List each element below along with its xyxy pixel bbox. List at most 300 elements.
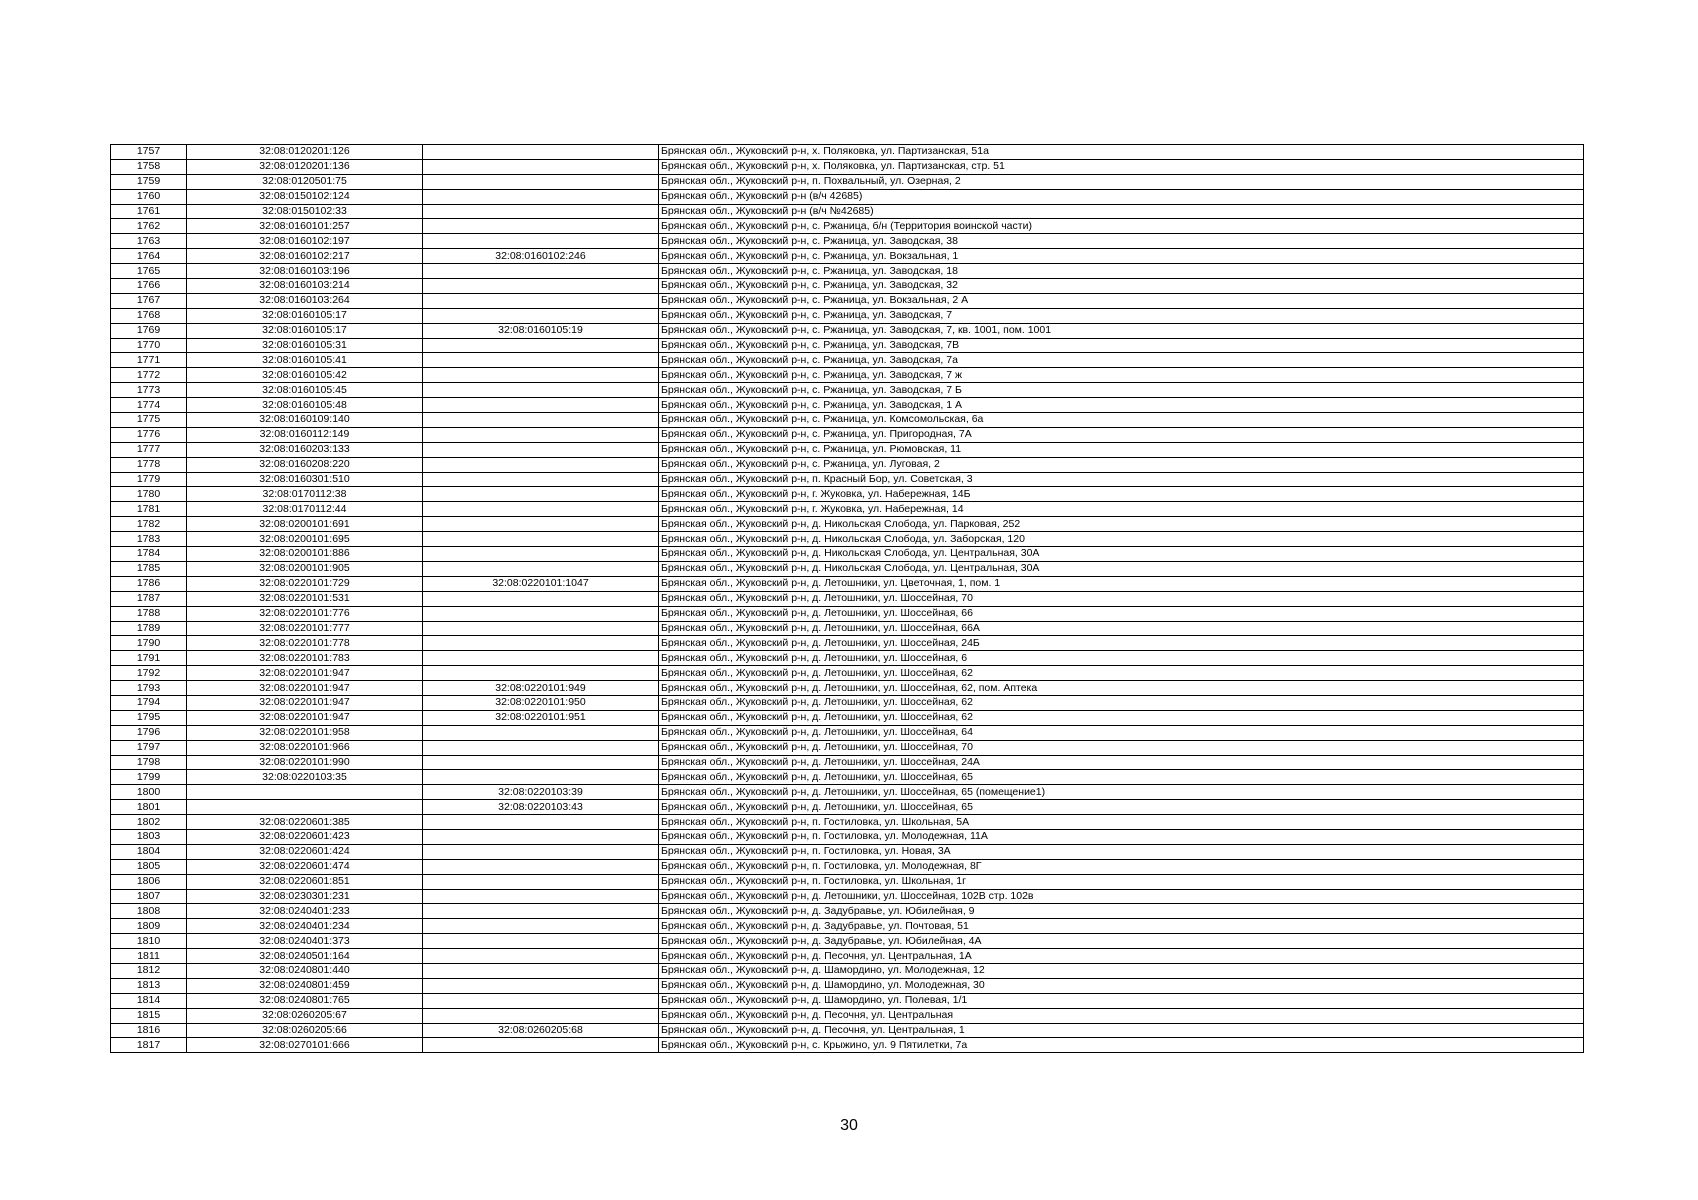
address-cell: Брянская обл., Жуковский р-н, с. Ржаница, ул. Вокзальная, 2 А bbox=[659, 293, 1584, 308]
sub-object-number-cell bbox=[423, 353, 659, 368]
address-cell: Брянская обл., Жуковский р-н, д. Задубравье, ул. Юбилейная, 9 bbox=[659, 904, 1584, 919]
address-cell: Брянская обл., Жуковский р-н, г. Жуковка, ул. Набережная, 14 bbox=[659, 502, 1584, 517]
table-row bbox=[111, 547, 1584, 562]
table-row bbox=[111, 353, 1584, 368]
address-cell: Брянская обл., Жуковский р-н, с. Ржаница, ул. Вокзальная, 1 bbox=[659, 249, 1584, 264]
address-cell: Брянская обл., Жуковский р-н, п. Красный Бор, ул. Советская, 3 bbox=[659, 472, 1584, 487]
row-number-cell: 1817 bbox=[111, 1038, 187, 1053]
address-cell: Брянская обл., Жуковский р-н, п. Гостиловка, ул. Молодежная, 11А bbox=[659, 829, 1584, 844]
row-number-cell: 1757 bbox=[111, 145, 187, 160]
table-row bbox=[111, 844, 1584, 859]
registry-table bbox=[110, 144, 1584, 1053]
row-number-cell: 1795 bbox=[111, 710, 187, 725]
address-cell: Брянская обл., Жуковский р-н, д. Летошники, ул. Шоссейная, 102В стр. 102в bbox=[659, 889, 1584, 904]
table-row bbox=[111, 829, 1584, 844]
row-number-cell: 1784 bbox=[111, 547, 187, 562]
row-number-cell: 1782 bbox=[111, 517, 187, 532]
sub-object-number-cell bbox=[423, 279, 659, 294]
cadastral-number-cell: 32:08:0240801:459 bbox=[187, 978, 423, 993]
row-number-cell: 1788 bbox=[111, 606, 187, 621]
sub-object-number-cell bbox=[423, 949, 659, 964]
sub-object-number-cell bbox=[423, 293, 659, 308]
table-row bbox=[111, 338, 1584, 353]
cadastral-number-cell: 32:08:0220101:990 bbox=[187, 755, 423, 770]
row-number-cell: 1811 bbox=[111, 949, 187, 964]
sub-object-number-cell: 32:08:0260205:68 bbox=[423, 1023, 659, 1038]
row-number-cell: 1814 bbox=[111, 993, 187, 1008]
cadastral-number-cell: 32:08:0160105:41 bbox=[187, 353, 423, 368]
row-number-cell: 1760 bbox=[111, 189, 187, 204]
sub-object-number-cell bbox=[423, 145, 659, 160]
row-number-cell: 1800 bbox=[111, 785, 187, 800]
table-row bbox=[111, 576, 1584, 591]
sub-object-number-cell bbox=[423, 398, 659, 413]
cadastral-number-cell: 32:08:0200101:886 bbox=[187, 547, 423, 562]
row-number-cell: 1771 bbox=[111, 353, 187, 368]
table-row bbox=[111, 919, 1584, 934]
table-row bbox=[111, 204, 1584, 219]
cadastral-number-cell: 32:08:0120201:136 bbox=[187, 159, 423, 174]
sub-object-number-cell bbox=[423, 770, 659, 785]
table-row bbox=[111, 323, 1584, 338]
address-cell: Брянская обл., Жуковский р-н, с. Ржаница, ул. Пригородная, 7А bbox=[659, 427, 1584, 442]
sub-object-number-cell bbox=[423, 487, 659, 502]
row-number-cell: 1785 bbox=[111, 561, 187, 576]
cadastral-number-cell: 32:08:0220101:783 bbox=[187, 651, 423, 666]
row-number-cell: 1761 bbox=[111, 204, 187, 219]
address-cell: Брянская обл., Жуковский р-н, д. Песочня, ул. Центральная, 1А bbox=[659, 949, 1584, 964]
row-number-cell: 1786 bbox=[111, 576, 187, 591]
cadastral-number-cell bbox=[187, 785, 423, 800]
address-cell: Брянская обл., Жуковский р-н, д. Задубравье, ул. Почтовая, 51 bbox=[659, 919, 1584, 934]
address-cell: Брянская обл., Жуковский р-н, с. Ржаница, ул. Заводская, 7, кв. 1001, пом. 1001 bbox=[659, 323, 1584, 338]
row-number-cell: 1803 bbox=[111, 829, 187, 844]
row-number-cell: 1797 bbox=[111, 740, 187, 755]
row-number-cell: 1774 bbox=[111, 398, 187, 413]
cadastral-number-cell: 32:08:0160103:196 bbox=[187, 264, 423, 279]
cadastral-number-cell: 32:08:0120201:126 bbox=[187, 145, 423, 160]
cadastral-number-cell: 32:08:0170112:44 bbox=[187, 502, 423, 517]
row-number-cell: 1766 bbox=[111, 279, 187, 294]
sub-object-number-cell bbox=[423, 413, 659, 428]
address-cell: Брянская обл., Жуковский р-н, с. Ржаница, ул. Заводская, 1 А bbox=[659, 398, 1584, 413]
table-row bbox=[111, 815, 1584, 830]
sub-object-number-cell bbox=[423, 829, 659, 844]
sub-object-number-cell: 32:08:0220103:43 bbox=[423, 800, 659, 815]
cadastral-number-cell: 32:08:0220601:385 bbox=[187, 815, 423, 830]
sub-object-number-cell bbox=[423, 264, 659, 279]
sub-object-number-cell bbox=[423, 219, 659, 234]
cadastral-number-cell: 32:08:0230301:231 bbox=[187, 889, 423, 904]
row-number-cell: 1769 bbox=[111, 323, 187, 338]
registry-table-body bbox=[111, 145, 1584, 1053]
cadastral-number-cell: 32:08:0240401:373 bbox=[187, 934, 423, 949]
sub-object-number-cell bbox=[423, 993, 659, 1008]
sub-object-number-cell bbox=[423, 1038, 659, 1053]
row-number-cell: 1762 bbox=[111, 219, 187, 234]
table-row bbox=[111, 368, 1584, 383]
table-row bbox=[111, 145, 1584, 160]
table-row bbox=[111, 755, 1584, 770]
sub-object-number-cell: 32:08:0160105:19 bbox=[423, 323, 659, 338]
table-row bbox=[111, 904, 1584, 919]
sub-object-number-cell bbox=[423, 651, 659, 666]
cadastral-number-cell: 32:08:0220601:424 bbox=[187, 844, 423, 859]
row-number-cell: 1780 bbox=[111, 487, 187, 502]
row-number-cell: 1768 bbox=[111, 308, 187, 323]
cadastral-number-cell: 32:08:0160109:140 bbox=[187, 413, 423, 428]
table-row bbox=[111, 308, 1584, 323]
table-row bbox=[111, 785, 1584, 800]
row-number-cell: 1798 bbox=[111, 755, 187, 770]
sub-object-number-cell: 32:08:0220101:951 bbox=[423, 710, 659, 725]
row-number-cell: 1809 bbox=[111, 919, 187, 934]
sub-object-number-cell bbox=[423, 963, 659, 978]
row-number-cell: 1793 bbox=[111, 681, 187, 696]
page-number: 30 bbox=[840, 1117, 858, 1134]
cadastral-number-cell: 32:08:0170112:38 bbox=[187, 487, 423, 502]
table-row bbox=[111, 800, 1584, 815]
cadastral-number-cell: 32:08:0260205:66 bbox=[187, 1023, 423, 1038]
sub-object-number-cell bbox=[423, 532, 659, 547]
table-row bbox=[111, 1008, 1584, 1023]
address-cell: Брянская обл., Жуковский р-н, п. Гостиловка, ул. Школьная, 1г bbox=[659, 874, 1584, 889]
row-number-cell: 1806 bbox=[111, 874, 187, 889]
cadastral-number-cell: 32:08:0220601:423 bbox=[187, 829, 423, 844]
cadastral-number-cell: 32:08:0160301:510 bbox=[187, 472, 423, 487]
cadastral-number-cell: 32:08:0220101:776 bbox=[187, 606, 423, 621]
cadastral-number-cell: 32:08:0200101:695 bbox=[187, 532, 423, 547]
address-cell: Брянская обл., Жуковский р-н, д. Летошники, ул. Шоссейная, 64 bbox=[659, 725, 1584, 740]
address-cell: Брянская обл., Жуковский р-н, с. Ржаница, ул. Луговая, 2 bbox=[659, 457, 1584, 472]
address-cell: Брянская обл., Жуковский р-н, д. Летошники, ул. Шоссейная, 62 bbox=[659, 666, 1584, 681]
table-row bbox=[111, 681, 1584, 696]
cadastral-number-cell: 32:08:0240801:765 bbox=[187, 993, 423, 1008]
table-row bbox=[111, 695, 1584, 710]
address-cell: Брянская обл., Жуковский р-н, с. Крыжино, ул. 9 Пятилетки, 7а bbox=[659, 1038, 1584, 1053]
address-cell: Брянская обл., Жуковский р-н, с. Ржаница, ул. Комсомольская, 6а bbox=[659, 413, 1584, 428]
sub-object-number-cell bbox=[423, 517, 659, 532]
sub-object-number-cell bbox=[423, 815, 659, 830]
sub-object-number-cell bbox=[423, 934, 659, 949]
sub-object-number-cell bbox=[423, 859, 659, 874]
table-row bbox=[111, 740, 1584, 755]
sub-object-number-cell bbox=[423, 606, 659, 621]
address-cell: Брянская обл., Жуковский р-н, д. Никольская Слобода, ул. Центральная, 30А bbox=[659, 547, 1584, 562]
address-cell: Брянская обл., Жуковский р-н, с. Ржаница, б/н (Территория воинской части) bbox=[659, 219, 1584, 234]
address-cell: Брянская обл., Жуковский р-н, д. Шамордино, ул. Молодежная, 12 bbox=[659, 963, 1584, 978]
address-cell: Брянская обл., Жуковский р-н, д. Никольская Слобода, ул. Парковая, 252 bbox=[659, 517, 1584, 532]
address-cell: Брянская обл., Жуковский р-н, д. Летошники, ул. Шоссейная, 65 bbox=[659, 770, 1584, 785]
sub-object-number-cell bbox=[423, 234, 659, 249]
row-number-cell: 1810 bbox=[111, 934, 187, 949]
table-row bbox=[111, 249, 1584, 264]
sub-object-number-cell bbox=[423, 174, 659, 189]
table-row bbox=[111, 725, 1584, 740]
table-row bbox=[111, 770, 1584, 785]
table-row bbox=[111, 651, 1584, 666]
row-number-cell: 1772 bbox=[111, 368, 187, 383]
cadastral-number-cell: 32:08:0160105:31 bbox=[187, 338, 423, 353]
table-row bbox=[111, 606, 1584, 621]
cadastral-number-cell: 32:08:0220103:35 bbox=[187, 770, 423, 785]
sub-object-number-cell bbox=[423, 978, 659, 993]
table-row bbox=[111, 174, 1584, 189]
sub-object-number-cell bbox=[423, 457, 659, 472]
sub-object-number-cell bbox=[423, 204, 659, 219]
address-cell: Брянская обл., Жуковский р-н (в/ч 42685) bbox=[659, 189, 1584, 204]
sub-object-number-cell bbox=[423, 919, 659, 934]
sub-object-number-cell bbox=[423, 725, 659, 740]
cadastral-number-cell: 32:08:0220601:851 bbox=[187, 874, 423, 889]
cadastral-number-cell: 32:08:0240801:440 bbox=[187, 963, 423, 978]
row-number-cell: 1801 bbox=[111, 800, 187, 815]
cadastral-number-cell: 32:08:0220101:966 bbox=[187, 740, 423, 755]
address-cell: Брянская обл., Жуковский р-н, д. Летошники, ул. Цветочная, 1, пом. 1 bbox=[659, 576, 1584, 591]
table-row bbox=[111, 413, 1584, 428]
table-row bbox=[111, 934, 1584, 949]
sub-object-number-cell bbox=[423, 472, 659, 487]
table-row bbox=[111, 874, 1584, 889]
table-row bbox=[111, 159, 1584, 174]
sub-object-number-cell bbox=[423, 383, 659, 398]
cadastral-number-cell: 32:08:0160105:48 bbox=[187, 398, 423, 413]
row-number-cell: 1764 bbox=[111, 249, 187, 264]
address-cell: Брянская обл., Жуковский р-н, г. Жуковка, ул. Набережная, 14Б bbox=[659, 487, 1584, 502]
cadastral-number-cell: 32:08:0270101:666 bbox=[187, 1038, 423, 1053]
table-row bbox=[111, 427, 1584, 442]
address-cell: Брянская обл., Жуковский р-н, п. Похвальный, ул. Озерная, 2 bbox=[659, 174, 1584, 189]
address-cell: Брянская обл., Жуковский р-н, с. Ржаница, ул. Заводская, 7 ж bbox=[659, 368, 1584, 383]
table-row bbox=[111, 442, 1584, 457]
sub-object-number-cell bbox=[423, 427, 659, 442]
cadastral-number-cell: 32:08:0200101:905 bbox=[187, 561, 423, 576]
table-row bbox=[111, 993, 1584, 1008]
address-cell: Брянская обл., Жуковский р-н, д. Песочня, ул. Центральная bbox=[659, 1008, 1584, 1023]
row-number-cell: 1759 bbox=[111, 174, 187, 189]
row-number-cell: 1816 bbox=[111, 1023, 187, 1038]
address-cell: Брянская обл., Жуковский р-н, д. Шамордино, ул. Молодежная, 30 bbox=[659, 978, 1584, 993]
cadastral-number-cell: 32:08:0120501:75 bbox=[187, 174, 423, 189]
sub-object-number-cell bbox=[423, 1008, 659, 1023]
table-row bbox=[111, 1023, 1584, 1038]
table-row bbox=[111, 949, 1584, 964]
row-number-cell: 1775 bbox=[111, 413, 187, 428]
table-row bbox=[111, 189, 1584, 204]
address-cell: Брянская обл., Жуковский р-н, с. Ржаница, ул. Рюмовская, 11 bbox=[659, 442, 1584, 457]
table-row bbox=[111, 1038, 1584, 1053]
address-cell: Брянская обл., Жуковский р-н, д. Летошники, ул. Шоссейная, 65 bbox=[659, 800, 1584, 815]
row-number-cell: 1808 bbox=[111, 904, 187, 919]
table-row bbox=[111, 219, 1584, 234]
row-number-cell: 1777 bbox=[111, 442, 187, 457]
row-number-cell: 1812 bbox=[111, 963, 187, 978]
cadastral-number-cell: 32:08:0240401:233 bbox=[187, 904, 423, 919]
address-cell: Брянская обл., Жуковский р-н, п. Гостиловка, ул. Школьная, 5А bbox=[659, 815, 1584, 830]
row-number-cell: 1783 bbox=[111, 532, 187, 547]
row-number-cell: 1765 bbox=[111, 264, 187, 279]
table-row bbox=[111, 621, 1584, 636]
address-cell: Брянская обл., Жуковский р-н, д. Летошники, ул. Шоссейная, 66 bbox=[659, 606, 1584, 621]
row-number-cell: 1767 bbox=[111, 293, 187, 308]
cadastral-number-cell: 32:08:0220101:958 bbox=[187, 725, 423, 740]
row-number-cell: 1815 bbox=[111, 1008, 187, 1023]
address-cell: Брянская обл., Жуковский р-н, п. Гостиловка, ул. Новая, 3А bbox=[659, 844, 1584, 859]
address-cell: Брянская обл., Жуковский р-н, д. Летошники, ул. Шоссейная, 62 bbox=[659, 695, 1584, 710]
cadastral-number-cell bbox=[187, 800, 423, 815]
cadastral-number-cell: 32:08:0240401:234 bbox=[187, 919, 423, 934]
cadastral-number-cell: 32:08:0160102:217 bbox=[187, 249, 423, 264]
sub-object-number-cell bbox=[423, 844, 659, 859]
address-cell: Брянская обл., Жуковский р-н, д. Никольская Слобода, ул. Центральная, 30А bbox=[659, 561, 1584, 576]
address-cell: Брянская обл., Жуковский р-н, х. Поляковка, ул. Партизанская, 51а bbox=[659, 145, 1584, 160]
cadastral-number-cell: 32:08:0160105:45 bbox=[187, 383, 423, 398]
address-cell: Брянская обл., Жуковский р-н, с. Ржаница, ул. Заводская, 38 bbox=[659, 234, 1584, 249]
row-number-cell: 1763 bbox=[111, 234, 187, 249]
row-number-cell: 1805 bbox=[111, 859, 187, 874]
table-row bbox=[111, 978, 1584, 993]
sub-object-number-cell bbox=[423, 308, 659, 323]
table-row bbox=[111, 517, 1584, 532]
sub-object-number-cell: 32:08:0220101:950 bbox=[423, 695, 659, 710]
cadastral-number-cell: 32:08:0160105:17 bbox=[187, 323, 423, 338]
sub-object-number-cell bbox=[423, 874, 659, 889]
address-cell: Брянская обл., Жуковский р-н, с. Ржаница, ул. Заводская, 7В bbox=[659, 338, 1584, 353]
row-number-cell: 1776 bbox=[111, 427, 187, 442]
table-row bbox=[111, 710, 1584, 725]
cadastral-number-cell: 32:08:0160102:197 bbox=[187, 234, 423, 249]
table-row bbox=[111, 963, 1584, 978]
sub-object-number-cell bbox=[423, 338, 659, 353]
address-cell: Брянская обл., Жуковский р-н, д. Никольская Слобода, ул. Заборская, 120 bbox=[659, 532, 1584, 547]
address-cell: Брянская обл., Жуковский р-н, с. Ржаница, ул. Заводская, 7 Б bbox=[659, 383, 1584, 398]
address-cell: Брянская обл., Жуковский р-н, д. Задубравье, ул. Юбилейная, 4А bbox=[659, 934, 1584, 949]
address-cell: Брянская обл., Жуковский р-н, с. Ржаница, ул. Заводская, 18 bbox=[659, 264, 1584, 279]
sub-object-number-cell bbox=[423, 666, 659, 681]
table-row bbox=[111, 561, 1584, 576]
address-cell: Брянская обл., Жуковский р-н, с. Ржаница, ул. Заводская, 7 bbox=[659, 308, 1584, 323]
row-number-cell: 1792 bbox=[111, 666, 187, 681]
address-cell: Брянская обл., Жуковский р-н, д. Летошники, ул. Шоссейная, 24Б bbox=[659, 636, 1584, 651]
table-row bbox=[111, 859, 1584, 874]
table-row bbox=[111, 487, 1584, 502]
table-row bbox=[111, 457, 1584, 472]
sub-object-number-cell bbox=[423, 636, 659, 651]
address-cell: Брянская обл., Жуковский р-н, д. Шамордино, ул. Полевая, 1/1 bbox=[659, 993, 1584, 1008]
sub-object-number-cell: 32:08:0220103:39 bbox=[423, 785, 659, 800]
table-row bbox=[111, 234, 1584, 249]
sub-object-number-cell bbox=[423, 442, 659, 457]
sub-object-number-cell bbox=[423, 502, 659, 517]
cadastral-number-cell: 32:08:0220101:729 bbox=[187, 576, 423, 591]
row-number-cell: 1794 bbox=[111, 695, 187, 710]
sub-object-number-cell: 32:08:0220101:1047 bbox=[423, 576, 659, 591]
row-number-cell: 1758 bbox=[111, 159, 187, 174]
row-number-cell: 1781 bbox=[111, 502, 187, 517]
sub-object-number-cell bbox=[423, 621, 659, 636]
address-cell: Брянская обл., Жуковский р-н, д. Летошники, ул. Шоссейная, 62, пом. Аптека bbox=[659, 681, 1584, 696]
table-row bbox=[111, 293, 1584, 308]
cadastral-number-cell: 32:08:0200101:691 bbox=[187, 517, 423, 532]
sub-object-number-cell bbox=[423, 561, 659, 576]
row-number-cell: 1804 bbox=[111, 844, 187, 859]
table-row bbox=[111, 264, 1584, 279]
table-row bbox=[111, 532, 1584, 547]
sub-object-number-cell: 32:08:0220101:949 bbox=[423, 681, 659, 696]
address-cell: Брянская обл., Жуковский р-н, д. Летошники, ул. Шоссейная, 70 bbox=[659, 740, 1584, 755]
table-row bbox=[111, 279, 1584, 294]
address-cell: Брянская обл., Жуковский р-н, х. Поляковка, ул. Партизанская, стр. 51 bbox=[659, 159, 1584, 174]
table-row bbox=[111, 383, 1584, 398]
address-cell: Брянская обл., Жуковский р-н, д. Летошники, ул. Шоссейная, 24А bbox=[659, 755, 1584, 770]
address-cell: Брянская обл., Жуковский р-н, с. Ржаница, ул. Заводская, 7а bbox=[659, 353, 1584, 368]
row-number-cell: 1790 bbox=[111, 636, 187, 651]
address-cell: Брянская обл., Жуковский р-н, с. Ржаница, ул. Заводская, 32 bbox=[659, 279, 1584, 294]
row-number-cell: 1779 bbox=[111, 472, 187, 487]
sub-object-number-cell bbox=[423, 591, 659, 606]
row-number-cell: 1773 bbox=[111, 383, 187, 398]
cadastral-number-cell: 32:08:0150102:124 bbox=[187, 189, 423, 204]
row-number-cell: 1770 bbox=[111, 338, 187, 353]
row-number-cell: 1802 bbox=[111, 815, 187, 830]
address-cell: Брянская обл., Жуковский р-н, д. Песочня, ул. Центральная, 1 bbox=[659, 1023, 1584, 1038]
cadastral-number-cell: 32:08:0260205:67 bbox=[187, 1008, 423, 1023]
address-cell: Брянская обл., Жуковский р-н, д. Летошники, ул. Шоссейная, 62 bbox=[659, 710, 1584, 725]
sub-object-number-cell: 32:08:0160102:246 bbox=[423, 249, 659, 264]
cadastral-number-cell: 32:08:0160208:220 bbox=[187, 457, 423, 472]
address-cell: Брянская обл., Жуковский р-н, д. Летошники, ул. Шоссейная, 70 bbox=[659, 591, 1584, 606]
table-row bbox=[111, 636, 1584, 651]
sub-object-number-cell bbox=[423, 904, 659, 919]
row-number-cell: 1807 bbox=[111, 889, 187, 904]
cadastral-number-cell: 32:08:0220601:474 bbox=[187, 859, 423, 874]
table-row bbox=[111, 472, 1584, 487]
sub-object-number-cell bbox=[423, 740, 659, 755]
row-number-cell: 1796 bbox=[111, 725, 187, 740]
sub-object-number-cell bbox=[423, 755, 659, 770]
table-row bbox=[111, 591, 1584, 606]
cadastral-number-cell: 32:08:0220101:778 bbox=[187, 636, 423, 651]
table-row bbox=[111, 666, 1584, 681]
row-number-cell: 1791 bbox=[111, 651, 187, 666]
cadastral-number-cell: 32:08:0150102:33 bbox=[187, 204, 423, 219]
table-row bbox=[111, 398, 1584, 413]
cadastral-number-cell: 32:08:0160203:133 bbox=[187, 442, 423, 457]
cadastral-number-cell: 32:08:0220101:947 bbox=[187, 666, 423, 681]
sub-object-number-cell bbox=[423, 159, 659, 174]
address-cell: Брянская обл., Жуковский р-н, д. Летошники, ул. Шоссейная, 6 bbox=[659, 651, 1584, 666]
cadastral-number-cell: 32:08:0220101:777 bbox=[187, 621, 423, 636]
cadastral-number-cell: 32:08:0160103:264 bbox=[187, 293, 423, 308]
sub-object-number-cell bbox=[423, 889, 659, 904]
cadastral-number-cell: 32:08:0240501:164 bbox=[187, 949, 423, 964]
cadastral-number-cell: 32:08:0160105:42 bbox=[187, 368, 423, 383]
cadastral-number-cell: 32:08:0160103:214 bbox=[187, 279, 423, 294]
cadastral-number-cell: 32:08:0220101:947 bbox=[187, 681, 423, 696]
table-row bbox=[111, 889, 1584, 904]
row-number-cell: 1787 bbox=[111, 591, 187, 606]
cadastral-number-cell: 32:08:0160101:257 bbox=[187, 219, 423, 234]
address-cell: Брянская обл., Жуковский р-н (в/ч №42685) bbox=[659, 204, 1584, 219]
sub-object-number-cell bbox=[423, 368, 659, 383]
address-cell: Брянская обл., Жуковский р-н, д. Летошники, ул. Шоссейная, 66А bbox=[659, 621, 1584, 636]
cadastral-number-cell: 32:08:0160112:149 bbox=[187, 427, 423, 442]
address-cell: Брянская обл., Жуковский р-н, п. Гостиловка, ул. Молодежная, 8Г bbox=[659, 859, 1584, 874]
row-number-cell: 1778 bbox=[111, 457, 187, 472]
address-cell: Брянская обл., Жуковский р-н, д. Летошники, ул. Шоссейная, 65 (помещение1) bbox=[659, 785, 1584, 800]
row-number-cell: 1813 bbox=[111, 978, 187, 993]
sub-object-number-cell bbox=[423, 547, 659, 562]
